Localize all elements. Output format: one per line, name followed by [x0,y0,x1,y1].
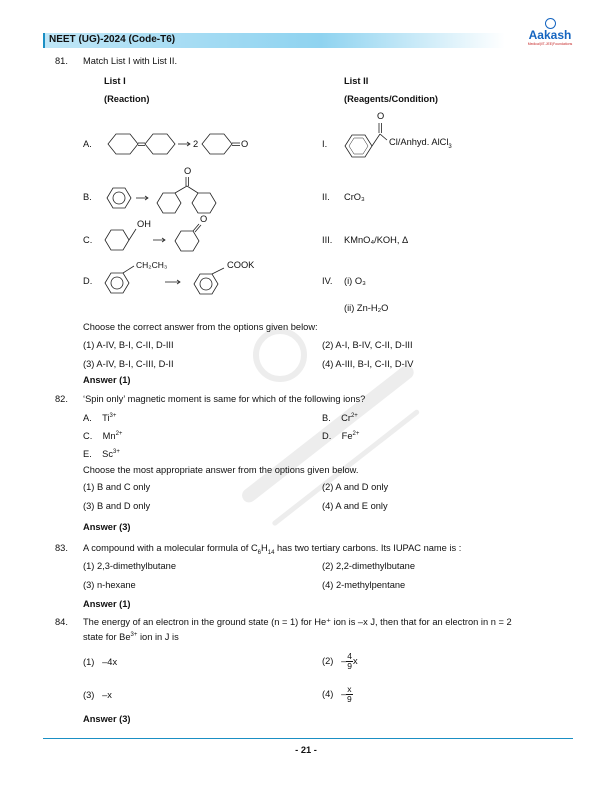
q84-line2: state for $Be^{3+}$ ion in J is [83,631,179,642]
q82-option-2[interactable]: (2) A and D only [322,482,389,492]
logo-subtext: Medical|IIT-JEE|Foundations [527,42,573,46]
q81-option-3[interactable]: (3) A-IV, B-I, C-III, D-II [83,359,174,369]
q84-number: 84. [55,617,68,627]
q82-answer: Answer (3) [83,522,131,532]
q82-option-3[interactable]: (3) B and D only [83,501,151,511]
list1-sub: (Reaction) [104,94,150,104]
chemical-structures [0,0,612,320]
footer-divider [43,738,573,739]
q84-answer: Answer (3) [83,714,131,724]
list1-heading: List I [104,76,126,86]
q81-answer: Answer (1) [83,375,131,385]
q81-prompt: Choose the correct answer from the options given below: [83,322,318,332]
q82-option-1[interactable]: (1) B and C only [83,482,151,492]
ion-d: D. $Fe^{2+}$ [322,430,360,441]
row-c-label: C. [83,235,93,245]
q84-option-2[interactable]: (2) – $\frac{4}{9}$ x [322,651,358,672]
ion-b: B. $Cr^{2+}$ [322,412,358,423]
q83-option-2[interactable]: (2) 2,2-dimethylbutane [322,561,416,571]
ethyl-label: CH₂CH₃ [136,260,168,270]
q83-text: A compound with a molecular formula of $C_6H_{14}$ has two tertiary carbons. Its IUPAC name is : [83,543,462,556]
reagent-i: Cl/Anhyd. AlCl$_3$ [389,137,452,150]
q83-option-1[interactable]: (1) 2,3-dimethylbutane [83,561,177,571]
oxygen-label: O [200,214,208,224]
q81-text: Match List I with List II. [83,56,178,66]
row-iv-label: IV. [322,276,333,286]
q84-option-4[interactable]: (4) – $\frac{x}{9}$ [322,684,352,705]
q84-line1: The energy of an electron in the ground state (n = 1) for He⁺ ion is –x J, then that for an electron in n = 2 [83,617,512,627]
coefficient-two: 2 [193,139,199,149]
q83-option-4[interactable]: (4) 2-methylpentane [322,580,406,590]
list2-sub: (Reagents/Condition) [344,94,438,104]
row-ii-label: II. [322,192,330,202]
q84-option-3[interactable]: (3) –x [83,690,112,700]
oxygen-label: O [377,111,385,121]
reagent-iv-1: (i) O₃ [344,276,366,286]
q83-option-3[interactable]: (3) n-hexane [83,580,136,590]
q81-option-4[interactable]: (4) A-III, B-I, C-II, D-IV [322,359,414,369]
row-iii-label: III. [322,235,333,245]
row-d-label: D. [83,276,93,286]
q81-option-1[interactable]: (1) A-IV, B-I, C-II, D-III [83,340,174,350]
oh-label: OH [137,219,151,229]
page-number: - 21 - [295,745,317,755]
q82-option-4[interactable]: (4) A and E only [322,501,388,511]
q82-prompt: Choose the most appropriate answer from the options given below. [83,465,359,475]
q81-number: 81. [55,56,68,66]
reagent-iii: KMnO₄/KOH, Δ [344,235,409,245]
q82-number: 82. [55,394,68,404]
q82-text: ‘Spin only’ magnetic moment is same for which of the following ions? [83,394,366,404]
oxygen-label: O [241,139,249,149]
oxygen-label: O [184,166,192,176]
ion-a: A. $Ti^{3+}$ [83,412,117,423]
q83-answer: Answer (1) [83,599,131,609]
ion-e: E. $Sc^{3+}$ [83,448,120,459]
q81-option-2[interactable]: (2) A-I, B-IV, C-II, D-III [322,340,413,350]
ion-c: C. $Mn^{2+}$ [83,430,123,441]
list2-heading: List II [344,76,369,86]
q83-number: 83. [55,543,68,553]
cook-label: COOK [227,260,255,270]
reagent-iv-2: (ii) Zn-H₂O [344,303,389,313]
fraction: $\frac{4}{9}$ [347,651,353,672]
header-title: NEET (UG)-2024 (Code-T6) [49,34,176,45]
fraction: $\frac{x}{9}$ [347,684,352,705]
reagent-ii: CrO₃ [344,192,365,202]
row-i-label: I. [322,139,328,149]
q84-option-1[interactable]: (1) –4x [83,657,118,667]
row-a-label: A. [83,139,92,149]
logo-text: Aakash [528,28,572,42]
row-b-label: B. [83,192,92,202]
